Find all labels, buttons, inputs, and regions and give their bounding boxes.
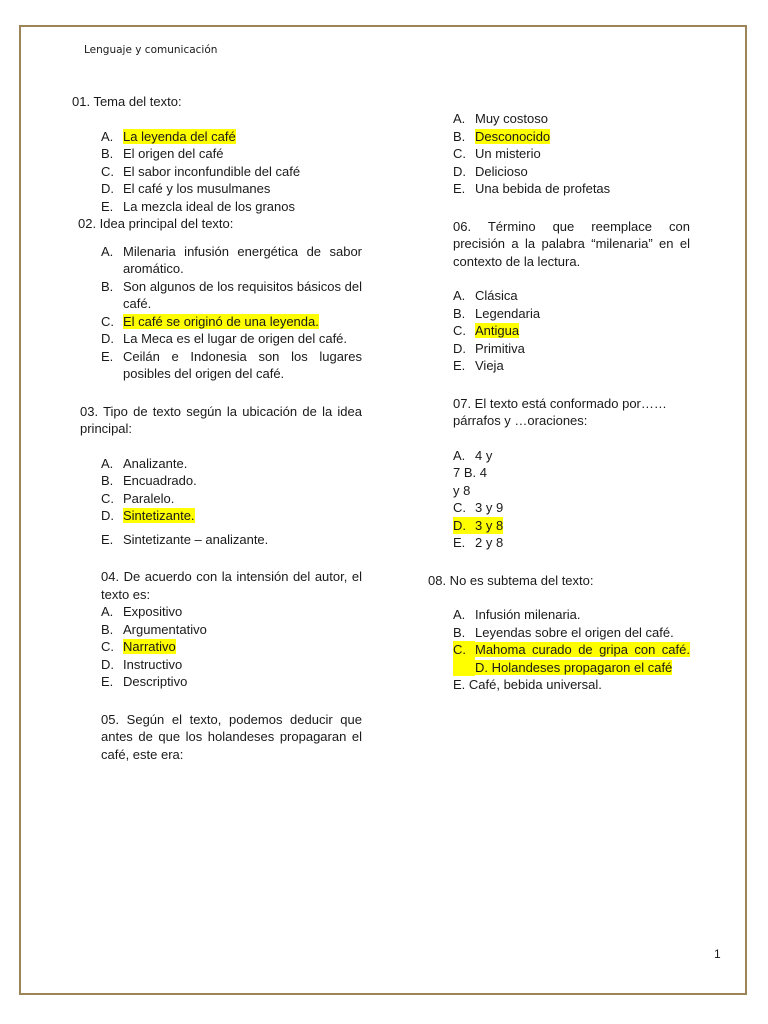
- question-3: [80, 403, 362, 549]
- question-2: [78, 215, 362, 383]
- option-c: C. Un misterio: [453, 146, 541, 161]
- option-a: A. Infusión milenaria.: [453, 607, 581, 622]
- option-d: D. Instructivo: [101, 656, 183, 672]
- question-title: 07. El texto está conformado por…… párrafos y …oraciones:: [453, 395, 667, 428]
- option-a: A. 4 y: [453, 447, 493, 463]
- option-b: B. Encuadrado.: [101, 473, 197, 488]
- option-b: B. Legendaria: [453, 305, 541, 321]
- left-column: [72, 93, 362, 763]
- question-title: 06. Término que reemplace con precisión a la palabra “milenaria” en el contexto de la lectura.: [453, 218, 690, 269]
- option-b: B. Argumentativo: [101, 621, 207, 637]
- question-title: 03. Tipo de texto según la ubicación de la idea principal:: [80, 403, 362, 436]
- option-b: 7 B. 4: [453, 465, 487, 480]
- question-5: [101, 711, 362, 764]
- option-d: D. Delicioso: [453, 163, 528, 179]
- option-a: A. La leyenda del café: [101, 128, 236, 144]
- question-5-options: [428, 110, 690, 198]
- options-list: [453, 447, 690, 552]
- option-a: A. Clásica: [453, 288, 518, 303]
- option-b: B. Desconocido: [453, 128, 551, 144]
- highlighted-answer: Antigua: [475, 323, 520, 338]
- option-e: E. 2 y 8: [453, 535, 504, 550]
- question-title: 08. No es subtema del texto:: [428, 572, 594, 588]
- option-b-cont: y 8: [453, 482, 471, 498]
- question-4: [101, 568, 362, 691]
- highlighted-answer: El café se originó de una leyenda.: [123, 313, 319, 329]
- question-title: 04. De acuerdo con la intensión del autor, el texto es:: [101, 569, 362, 602]
- option-b: B. El origen del café: [101, 146, 224, 161]
- option-d: D. 3 y 8: [453, 517, 504, 533]
- options-list: [428, 606, 690, 694]
- question-1: [72, 93, 362, 215]
- right-column: [428, 110, 690, 694]
- options-list: [78, 243, 362, 383]
- option-b: B. Leyendas sobre el origen del café.: [453, 624, 674, 640]
- question-title: 02. Idea principal del texto:: [78, 216, 234, 231]
- options-list: [101, 603, 362, 691]
- page-number: 1: [714, 947, 721, 961]
- option-c: C. El café se originó de una leyenda.: [101, 313, 319, 329]
- option-a: A. Milenaria infusión energética de sabor aromático.: [101, 243, 362, 276]
- option-c: C. 3 y 9: [453, 500, 504, 515]
- option-d: D. Primitiva: [453, 340, 525, 356]
- options-list: [453, 287, 690, 375]
- option-d: D. El café y los musulmanes: [101, 181, 271, 196]
- question-title: 05. Según el texto, podemos deducir que antes de que los holandeses propagaran el café, este era:: [101, 711, 362, 762]
- option-e: E. Ceilán e Indonesia son los lugares posibles del origen del café.: [101, 348, 362, 381]
- question-7: [453, 395, 690, 552]
- highlighted-answer: Mahoma curado de gripa con café. D. Holandeses propagaron el café: [475, 642, 690, 675]
- option-e: E. La mezcla ideal de los granos: [101, 198, 295, 214]
- option-e: E. Vieja: [453, 358, 504, 373]
- option-b: B. Son algunos de los requisitos básicos del café.: [101, 278, 362, 311]
- highlighted-answer: Narrativo: [123, 639, 176, 654]
- option-c: C. Mahoma curado de gripa con café. D. Holandeses propagaron el café: [453, 642, 690, 675]
- option-c: C. Paralelo.: [101, 490, 175, 506]
- option-e: E. Descriptivo: [101, 674, 188, 689]
- highlighted-answer: Sintetizante.: [123, 508, 195, 523]
- highlighted-answer: Desconocido: [475, 128, 551, 144]
- option-d: D. La Meca es el lugar de origen del café.: [101, 331, 348, 346]
- option-a: A. Muy costoso: [453, 111, 548, 126]
- option-a: A. Expositivo: [101, 604, 183, 619]
- option-c: C. Narrativo: [101, 639, 176, 654]
- option-e: E. Sintetizante – analizante.: [101, 531, 269, 547]
- option-e: E. Una bebida de profetas: [453, 181, 611, 196]
- highlighted-answer: La leyenda del café: [123, 128, 236, 144]
- option-c: C. El sabor inconfundible del café: [101, 163, 301, 179]
- options-list: [72, 128, 362, 216]
- highlighted-answer: 3 y 8: [475, 517, 504, 533]
- question-6: [453, 218, 690, 375]
- options-list: [80, 455, 362, 549]
- question-8: [428, 572, 690, 694]
- option-e: E. Café, bebida universal.: [453, 677, 602, 692]
- question-title: 01. Tema del texto:: [72, 94, 182, 109]
- option-c: C. Antigua: [453, 323, 520, 338]
- page-header: Lenguaje y comunicación: [84, 44, 218, 56]
- option-d: D. Sintetizante.: [101, 508, 195, 523]
- option-a: A. Analizante.: [101, 455, 188, 471]
